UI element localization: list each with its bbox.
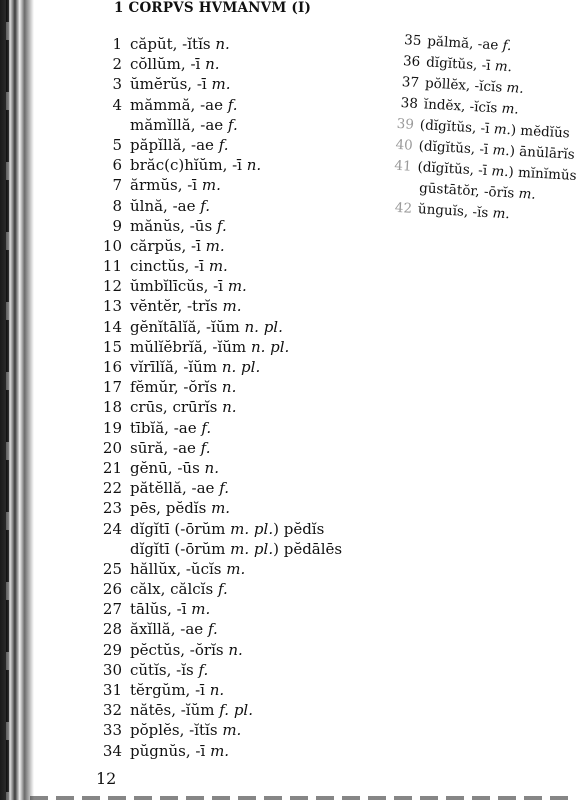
page-number: 12 xyxy=(96,769,117,788)
entry-qualifier: ) mĕdĭŭs xyxy=(510,122,571,142)
vocab-entry xyxy=(92,256,382,276)
entry-gender: m. xyxy=(208,257,228,276)
vocab-entry xyxy=(92,438,382,458)
entry-number: 42 xyxy=(394,199,413,217)
entry-number: 30 xyxy=(102,660,122,679)
entry-number: 15 xyxy=(102,337,122,356)
entry-qualifier: ) ānŭlārĭs xyxy=(509,143,576,163)
entry-gender: n. xyxy=(221,378,237,397)
entry-gender: n. xyxy=(215,35,230,53)
entry-number: 3 xyxy=(112,75,122,94)
vocab-entry xyxy=(92,236,382,256)
entry-gender: f. xyxy=(502,37,512,55)
entry-gender: m. xyxy=(227,277,247,296)
entry-lemma: pŏllĕx, -ĭcĭs xyxy=(424,75,507,96)
book-binding xyxy=(0,0,34,800)
entry-lemma: tībĭă, -ae xyxy=(130,418,202,437)
entry-gender: m. xyxy=(492,142,511,160)
entry-gender: n. pl. xyxy=(221,358,261,376)
entry-number: 34 xyxy=(102,741,122,760)
entry-number: 7 xyxy=(112,176,122,195)
entry-lemma: fĕmŭr, -ŏrĭs xyxy=(130,378,222,397)
entry-gender: m. xyxy=(222,721,242,740)
entry-gender: m. xyxy=(494,58,513,76)
entry-gender: m. xyxy=(210,741,230,760)
entry-gender: f. xyxy=(207,620,218,639)
entry-gender: f. xyxy=(201,418,212,437)
entry-lemma: pĕctŭs, -ŏrĭs xyxy=(130,640,229,659)
entry-lemma: gĕnĭtālĭă, -ĭŭm xyxy=(130,317,245,336)
vocab-entry xyxy=(92,317,382,337)
entry-gender: n. xyxy=(209,681,225,699)
entry-number: 40 xyxy=(395,136,414,154)
entry-gender: f. xyxy=(217,580,228,599)
entry-lemma: mănŭs, -ūs xyxy=(130,216,217,235)
entry-lemma: (dĭgĭtŭs, -ī xyxy=(418,138,494,159)
entry-lemma: ŭlnă, -ae xyxy=(130,196,201,215)
entry-lemma: pŏplĕs, -ĭtĭs xyxy=(130,721,223,740)
entry-gender: m. xyxy=(226,559,246,578)
entry-gender: f. xyxy=(227,95,238,114)
entry-lemma: hăllŭx, -ŭcĭs xyxy=(130,559,227,578)
entry-lemma: mămmă, -ae xyxy=(130,95,228,114)
entry-gender: m. pl. xyxy=(230,539,274,558)
entry-number: 14 xyxy=(102,317,122,336)
entry-gender: n. pl. xyxy=(250,337,290,356)
vocab-entry xyxy=(92,559,382,579)
entry-gender: f. pl. xyxy=(219,701,253,720)
entry-number: 9 xyxy=(112,216,122,235)
entry-gender: m. xyxy=(506,79,525,97)
vocab-entry xyxy=(92,418,382,438)
entry-gender: m. xyxy=(501,100,520,118)
vocab-entry xyxy=(92,599,382,619)
entry-lemma: gĕnū, -ūs xyxy=(130,458,205,477)
entry-lemma: vĭrīlĭă, -ĭŭm xyxy=(130,358,222,376)
vocab-entry xyxy=(92,680,382,700)
entry-lemma: (dĭgĭtŭs, -ī xyxy=(419,117,495,138)
vocab-entry xyxy=(92,458,382,478)
entry-lemma: mŭlĭĕbrĭă, -ĭŭm xyxy=(130,337,251,356)
entry-lemma: dĭgĭtī (-ōrŭm xyxy=(130,539,231,558)
entry-lemma: gūstātŏr, -ōrĭs xyxy=(418,180,520,202)
entry-lemma: pŭgnŭs, -ī xyxy=(130,741,211,760)
entry-number xyxy=(393,191,419,192)
entry-gender: m. xyxy=(518,185,537,203)
entry-gender: m. xyxy=(493,121,512,139)
entry-number: 22 xyxy=(102,479,122,498)
entry-lemma: mămĭllă, -ae xyxy=(130,115,228,134)
entry-lemma: nătēs, -ĭŭm xyxy=(130,701,220,720)
entry-gender: m. xyxy=(205,236,225,255)
entry-gender: m. xyxy=(492,205,511,223)
right-vocabulary-list xyxy=(391,30,577,228)
entry-lemma: tālŭs, -ī xyxy=(130,600,192,619)
entry-number: 10 xyxy=(102,236,122,255)
entry-number: 29 xyxy=(102,640,122,659)
vocab-entry xyxy=(92,175,382,195)
entry-number: 2 xyxy=(112,55,122,74)
entry-number: 20 xyxy=(102,438,122,457)
entry-number: 27 xyxy=(102,600,122,619)
entry-lemma: ŭmbĭlīcŭs, -ī xyxy=(130,277,228,296)
entry-gender: m. xyxy=(490,163,509,181)
entry-number: 21 xyxy=(102,458,122,477)
entry-number: 37 xyxy=(401,74,420,92)
entry-number: 13 xyxy=(102,297,122,316)
entry-lemma: sūră, -ae xyxy=(130,438,201,457)
entry-lemma: ŭnguĭs, -ĭs xyxy=(417,201,494,222)
entry-number: 16 xyxy=(102,358,122,376)
entry-lemma: dĭgĭtī (-ōrŭm xyxy=(130,519,231,538)
cut-off-footer-text xyxy=(30,796,568,800)
entry-gender: n. xyxy=(222,398,237,417)
entry-gender: f. xyxy=(219,479,229,498)
vocab-entry xyxy=(92,54,382,74)
entry-number: 35 xyxy=(403,32,422,50)
entry-number: 8 xyxy=(112,196,122,215)
vocab-entry xyxy=(92,498,382,518)
entry-gender: n. xyxy=(204,458,219,477)
vocab-entry xyxy=(92,640,382,660)
vocab-entry xyxy=(92,377,382,397)
entry-lemma: ĭndĕx, -ĭcĭs xyxy=(423,96,503,117)
entry-number: 26 xyxy=(102,580,122,599)
vocab-entry xyxy=(92,74,382,94)
entry-lemma: pălmă, -ae xyxy=(426,33,504,54)
left-vocabulary-list xyxy=(92,34,382,761)
vocab-entry xyxy=(92,115,382,135)
vocab-entry xyxy=(92,579,382,599)
entry-gender: m. xyxy=(191,600,211,619)
entry-number: 41 xyxy=(393,157,413,175)
entry-lemma: ărmŭs, -ī xyxy=(130,176,202,195)
entry-number: 1 xyxy=(112,35,122,53)
vocab-entry xyxy=(92,660,382,680)
vocab-entry xyxy=(92,357,382,377)
entry-lemma: vĕntĕr, -trĭs xyxy=(130,297,223,316)
entry-lemma: tĕrgŭm, -ī xyxy=(130,681,210,699)
entry-gender: m. xyxy=(201,176,221,195)
entry-gender: n. xyxy=(246,156,262,175)
entry-qualifier: ) pĕdālēs xyxy=(273,539,343,558)
entry-number: 24 xyxy=(102,519,122,538)
entry-number: 25 xyxy=(102,559,122,578)
vocab-entry xyxy=(92,397,382,417)
entry-lemma: păpĭllă, -ae xyxy=(130,135,219,154)
vocab-entry xyxy=(92,619,382,639)
entry-number: 4 xyxy=(112,95,122,114)
entry-lemma: ŭmĕrŭs, -ī xyxy=(130,75,212,94)
entry-lemma: călx, călcĭs xyxy=(130,580,218,599)
entry-lemma: crūs, crūrĭs xyxy=(130,398,223,417)
entry-gender: f. xyxy=(216,216,227,235)
entry-lemma: cŏllŭm, -ī xyxy=(130,55,206,74)
entry-number: 38 xyxy=(400,95,419,112)
entry-number: 5 xyxy=(112,135,122,154)
entry-lemma: (dĭgĭtŭs, -ī xyxy=(417,159,492,180)
entry-number: 17 xyxy=(102,378,122,397)
vocab-entry xyxy=(92,155,382,175)
entry-number: 32 xyxy=(102,701,122,720)
entry-lemma: brăc(c)hĭŭm, -ī xyxy=(130,156,247,175)
entry-number: 33 xyxy=(102,721,122,740)
vocab-entry xyxy=(92,95,382,115)
vocab-entry xyxy=(92,700,382,720)
chapter-title: 1 CORPVS HVMANVM (I) xyxy=(114,0,312,16)
entry-gender: f. xyxy=(200,438,211,457)
entry-number: 11 xyxy=(102,257,122,276)
entry-gender: f. xyxy=(200,196,211,215)
vocab-entry xyxy=(92,135,382,155)
vocab-entry xyxy=(92,741,382,761)
entry-lemma: cŭtĭs, -ĭs xyxy=(130,660,199,679)
entry-number: 39 xyxy=(396,115,415,133)
vocab-entry xyxy=(92,539,382,559)
entry-number: 23 xyxy=(102,499,122,518)
entry-qualifier: ) pĕdĭs xyxy=(273,519,325,538)
entry-number: 12 xyxy=(102,277,122,296)
entry-lemma: cărpŭs, -ī xyxy=(130,236,206,255)
entry-gender: f. xyxy=(218,135,229,154)
vocab-entry xyxy=(92,478,382,498)
vocab-entry xyxy=(92,519,382,539)
entry-lemma: cinctŭs, -ī xyxy=(130,257,209,276)
entry-number: 28 xyxy=(102,620,122,639)
entry-lemma: ăxĭllă, -ae xyxy=(130,620,208,639)
entry-lemma: pătĕllă, -ae xyxy=(130,479,220,498)
entry-gender: m. pl. xyxy=(230,519,274,538)
entry-qualifier: ) mĭnĭmŭs xyxy=(508,164,577,184)
vocab-entry xyxy=(92,196,382,216)
entry-gender: n. pl. xyxy=(244,317,283,336)
entry-number: 19 xyxy=(102,418,122,437)
entry-number: 6 xyxy=(112,156,122,175)
entry-gender: m. xyxy=(211,499,231,518)
vocab-entry xyxy=(92,337,382,357)
entry-number: 36 xyxy=(402,53,421,71)
entry-gender: n. xyxy=(205,55,220,74)
entry-gender: m. xyxy=(222,297,242,316)
entry-lemma: căpŭt, -ĭtĭs xyxy=(130,35,216,53)
entry-number: 18 xyxy=(102,398,122,417)
entry-gender: n. xyxy=(228,640,243,659)
vocab-entry xyxy=(92,296,382,316)
entry-lemma: dĭgĭtŭs, -ī xyxy=(425,54,496,75)
entry-number: 31 xyxy=(102,681,122,699)
entry-lemma: pēs, pĕdĭs xyxy=(130,499,212,518)
entry-gender: f. xyxy=(198,660,209,679)
entry-gender: m. xyxy=(211,75,231,94)
vocab-entry xyxy=(92,216,382,236)
vocab-entry xyxy=(92,720,382,740)
entry-gender: f. xyxy=(227,115,238,134)
vocab-entry xyxy=(92,34,382,54)
vocab-entry xyxy=(92,276,382,296)
